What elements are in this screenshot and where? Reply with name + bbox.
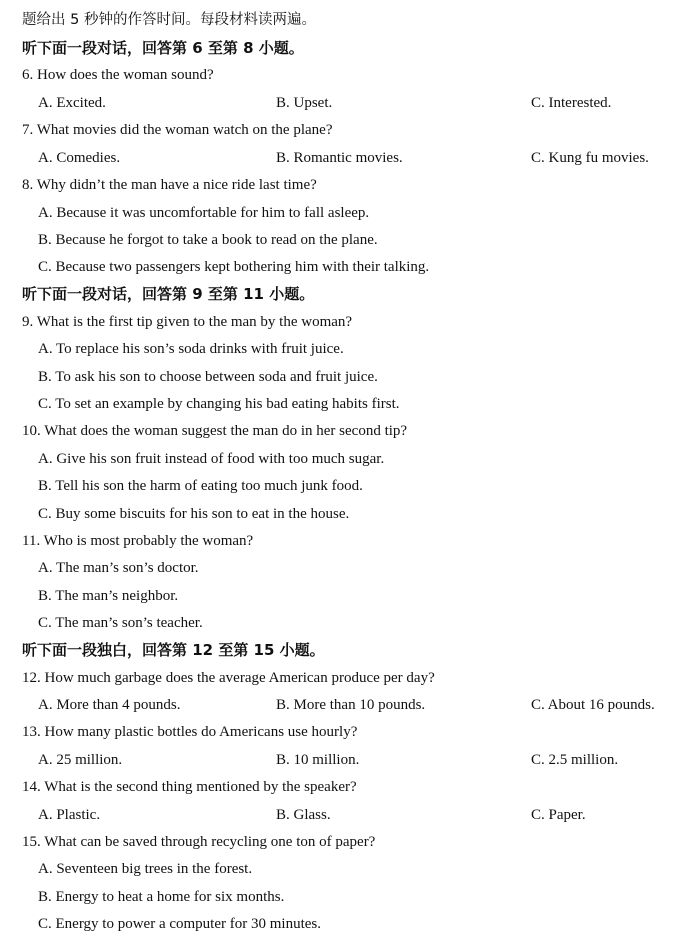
option-12c: C. About 16 pounds. (531, 697, 655, 713)
option-15b: B. Energy to heat a home for six months. (38, 889, 285, 905)
intro-text: 题给出 5 秒钟的作答时间。每段材料读两遍。 (22, 12, 316, 28)
option-10c: C. Buy some biscuits for his son to eat in the house. (38, 506, 350, 522)
option-13a: A. 25 million. (38, 752, 123, 768)
option-15a: A. Seventeen big trees in the forest. (38, 861, 253, 877)
option-14c: C. Paper. (531, 807, 586, 823)
question-15: 15. What can be saved through recycling one ton of paper? (22, 834, 376, 850)
option-7b: B. Romantic movies. (276, 150, 403, 166)
option-7c: C. Kung fu movies. (531, 150, 649, 166)
option-8c: C. Because two passengers kept bothering him with their talking. (38, 259, 430, 275)
section-heading: 听下面一段对话，回答第 9 至第 11 小题。 (22, 285, 315, 303)
section-heading: 听下面一段对话，回答第 6 至第 8 小题。 (22, 39, 304, 57)
question-14: 14. What is the second thing mentioned by the speaker? (22, 779, 357, 795)
option-15c: C. Energy to power a computer for 30 minutes. (38, 916, 321, 932)
option-8b: B. Because he forgot to take a book to read on the plane. (38, 232, 378, 248)
section-heading: 听下面一段独白，回答第 12 至第 15 小题。 (22, 641, 325, 659)
option-12b: B. More than 10 pounds. (276, 697, 426, 713)
option-9b: B. To ask his son to choose between soda and fruit juice. (38, 369, 378, 385)
question-10: 10. What does the woman suggest the man do in her second tip? (22, 423, 408, 439)
option-9c: C. To set an example by changing his bad eating habits first. (38, 396, 400, 412)
option-12a: A. More than 4 pounds. (38, 697, 181, 713)
question-13: 13. How many plastic bottles do Americans use hourly? (22, 724, 358, 740)
option-9a: A. To replace his son’s soda drinks with fruit juice. (38, 341, 344, 357)
option-6b: B. Upset. (276, 95, 333, 111)
option-14a: A. Plastic. (38, 807, 101, 823)
option-11a: A. The man’s son’s doctor. (38, 560, 199, 576)
question-9: 9. What is the first tip given to the man by the woman? (22, 314, 353, 330)
option-7a: A. Comedies. (38, 150, 121, 166)
question-7: 7. What movies did the woman watch on the plane? (22, 122, 333, 138)
option-6c: C. Interested. (531, 95, 612, 111)
option-13c: C. 2.5 million. (531, 752, 619, 768)
option-14b: B. Glass. (276, 807, 331, 823)
option-8a: A. Because it was uncomfortable for him to fall asleep. (38, 205, 370, 221)
option-11b: B. The man’s neighbor. (38, 588, 179, 604)
question-11: 11. Who is most probably the woman? (22, 533, 254, 549)
option-13b: B. 10 million. (276, 752, 360, 768)
option-10a: A. Give his son fruit instead of food with too much sugar. (38, 451, 385, 467)
option-10b: B. Tell his son the harm of eating too much junk food. (38, 478, 363, 494)
question-8: 8. Why didn’t the man have a nice ride last time? (22, 177, 317, 193)
question-12: 12. How much garbage does the average American produce per day? (22, 670, 435, 686)
question-6: 6. How does the woman sound? (22, 67, 214, 83)
option-6a: A. Excited. (38, 95, 106, 111)
option-11c: C. The man’s son’s teacher. (38, 615, 203, 631)
